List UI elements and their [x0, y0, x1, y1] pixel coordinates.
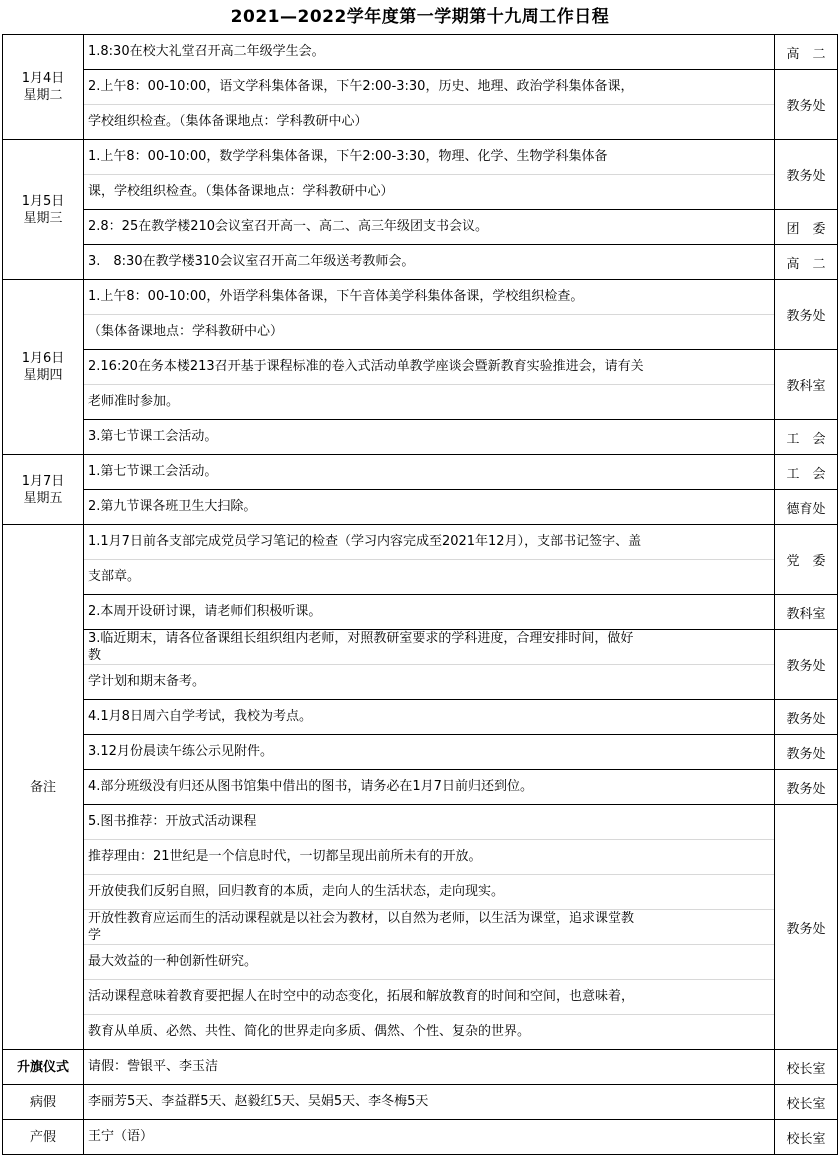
item-line: 2.本周开设研讨课，请老师们积极听课。 [88, 604, 322, 619]
day-cell [3, 280, 84, 455]
day-cell [3, 1085, 84, 1120]
item-line: 3. 8:30在教学楼310会议室召开高二年级送考教师会。 [88, 254, 415, 269]
department-cell: 德育处 [775, 490, 838, 525]
schedule-row [3, 805, 838, 1050]
day-label: 星期三 [23, 210, 63, 226]
item-line: 活动课程意味着教育要把握人在时空中的动态变化，拓展和解放教育的时间和空间，也意味着， [84, 980, 774, 1015]
item-line: 3.12月份晨读午练公示见附件。 [88, 744, 273, 759]
item-line: 1.上午8：00-10:00，数学学科集体备课，下午2:00-3:30，物理、化学、生物学科集体备 [84, 140, 774, 175]
department-cell: 团 委 [775, 210, 838, 245]
department-cell: 高 二 [775, 245, 838, 280]
item-content [84, 700, 775, 735]
day-cell [3, 1050, 84, 1085]
schedule-row [3, 1120, 838, 1155]
day-label: 1月7日 [21, 473, 65, 489]
item-content [84, 455, 775, 490]
day-label: 1月5日 [21, 193, 65, 209]
department-cell: 工 会 [775, 455, 838, 490]
item-line: 开放性教育应运而生的活动课程就是以社会为教材，以自然为老师，以生活为课堂，追求课堂教 [88, 911, 635, 926]
item-content [84, 490, 775, 525]
item-line: 学计划和期末备考。 [88, 674, 206, 689]
department-cell: 教务处 [775, 630, 838, 700]
day-label: 产假 [29, 1129, 56, 1145]
day-label: 1月6日 [21, 351, 65, 366]
item-line: 4.部分班级没有归还从图书馆集中借出的图书，请务必在1月7日前归还到位。 [88, 779, 533, 794]
item-line: 5.图书推荐：开放式活动课程 [84, 805, 774, 840]
day-label: 星期四 [23, 368, 63, 383]
item-line: 支部章。 [88, 569, 141, 584]
day-cell [3, 1120, 84, 1155]
department-cell: 教务处 [775, 805, 838, 1050]
item-line: （集体备课地点：学科教研中心） [88, 324, 284, 339]
schedule-row [3, 350, 838, 420]
item-content [84, 210, 775, 245]
schedule-row [3, 770, 838, 805]
item-content [84, 70, 775, 140]
day-label: 备注 [29, 779, 56, 795]
schedule-row [3, 280, 838, 350]
schedule-row [3, 210, 838, 245]
item-content [84, 245, 775, 280]
item-content [84, 770, 775, 805]
item-line: 4.1月8日周六自学考试，我校为考点。 [88, 709, 312, 724]
item-line: 3.临近期末，请各位备课组长组织组内老师，对照教研室要求的学科进度，合理安排时间，做好 [88, 631, 634, 646]
department-cell: 教务处 [775, 770, 838, 805]
schedule-row [3, 35, 838, 70]
item-line: 请假：訾银平、李玉洁 [88, 1059, 219, 1074]
schedule-row [3, 700, 838, 735]
schedule-row [3, 140, 838, 210]
day-label: 星期五 [23, 490, 63, 506]
day-label: 1月4日 [21, 71, 65, 86]
day-cell [3, 525, 84, 1050]
item-content [84, 280, 775, 350]
department-cell: 教务处 [775, 70, 838, 140]
item-content [84, 1120, 775, 1155]
department-cell: 校长室 [775, 1120, 838, 1155]
item-content [84, 735, 775, 770]
item-line: 最大效益的一种创新性研究。 [84, 945, 774, 980]
item-content [84, 420, 775, 455]
item-line: 课，学校组织检查。（集体备课地点：学科教研中心） [88, 184, 394, 199]
item-line: 1.上午8：00-10:00，外语学科集体备课，下午音体美学科集体备课，学校组织检查。 [84, 280, 774, 315]
department-cell: 教科室 [775, 595, 838, 630]
item-line: 1.1月7日前各支部完成党员学习笔记的检查（学习内容完成至2021年12月），支部书记签字、盖 [84, 525, 774, 560]
department-cell: 工 会 [775, 420, 838, 455]
item-content [84, 595, 775, 630]
schedule-row [3, 420, 838, 455]
day-cell [3, 140, 84, 280]
item-content [84, 1050, 775, 1085]
department-cell: 教务处 [775, 280, 838, 350]
item-line: 开放使我们反躬自照，回归教育的本质，走向人的生活状态，走向现实。 [84, 875, 774, 910]
item-line: 3.第七节课工会活动。 [88, 429, 218, 444]
item-line: 王宁（语） [88, 1129, 154, 1144]
department-cell: 教务处 [775, 140, 838, 210]
item-content [84, 630, 775, 700]
page-title: 2021—2022学年度第一学期第十九周工作日程 [230, 7, 610, 27]
schedule-table [2, 34, 838, 1155]
item-content [84, 805, 775, 1050]
item-line: 1.第七节课工会活动。 [88, 464, 218, 479]
schedule-row [3, 525, 838, 595]
item-content [84, 1085, 775, 1120]
item-line: 2.8：25在教学楼210会议室召开高一、高二、高三年级团支书会议。 [88, 219, 489, 234]
item-line: 2.16:20在务本楼213召开基于课程标准的卷入式活动单教学座谈会暨新教育实验推进会，请有关 [84, 350, 774, 385]
item-line: 学校组织检查。（集体备课地点：学科教研中心） [88, 114, 368, 129]
schedule-row [3, 490, 838, 525]
schedule-row [3, 735, 838, 770]
department-cell: 校长室 [775, 1085, 838, 1120]
schedule-row [3, 70, 838, 140]
item-line: 1.8:30在校大礼堂召开高二年级学生会。 [88, 44, 325, 59]
day-cell [3, 35, 84, 140]
item-line: 教 [84, 647, 774, 665]
item-line: 学 [84, 927, 774, 945]
item-content [84, 350, 775, 420]
item-line: 2.上午8：00-10:00，语文学科集体备课，下午2:00-3:30，历史、地理、政治学科集体备课， [84, 70, 774, 105]
department-cell: 党 委 [775, 525, 838, 595]
schedule-row [3, 595, 838, 630]
department-cell: 校长室 [775, 1050, 838, 1085]
item-content [84, 140, 775, 210]
schedule-row [3, 1085, 838, 1120]
department-cell: 教务处 [775, 735, 838, 770]
schedule-row [3, 245, 838, 280]
item-content [84, 525, 775, 595]
item-line: 老师准时参加。 [88, 394, 180, 409]
schedule-row [3, 630, 838, 700]
day-label: 升旗仪式 [16, 1059, 69, 1075]
item-content [84, 35, 775, 70]
department-cell: 教务处 [775, 700, 838, 735]
day-cell [3, 455, 84, 525]
department-cell: 教科室 [775, 350, 838, 420]
item-line: 教育从单质、必然、共性、简化的世界走向多质、偶然、个性、复杂的世界。 [88, 1024, 531, 1039]
item-line: 2.第九节课各班卫生大扫除。 [88, 499, 257, 514]
day-label: 星期二 [23, 88, 63, 103]
schedule-row [3, 455, 838, 490]
department-cell: 高 二 [775, 35, 838, 70]
day-label: 病假 [29, 1094, 56, 1110]
item-line: 李丽芳5天、李益群5天、赵毅红5天、吴娟5天、李冬梅5天 [88, 1094, 429, 1109]
item-line: 推荐理由：21世纪是一个信息时代，一切都呈现出前所未有的开放。 [84, 840, 774, 875]
schedule-row [3, 1050, 838, 1085]
